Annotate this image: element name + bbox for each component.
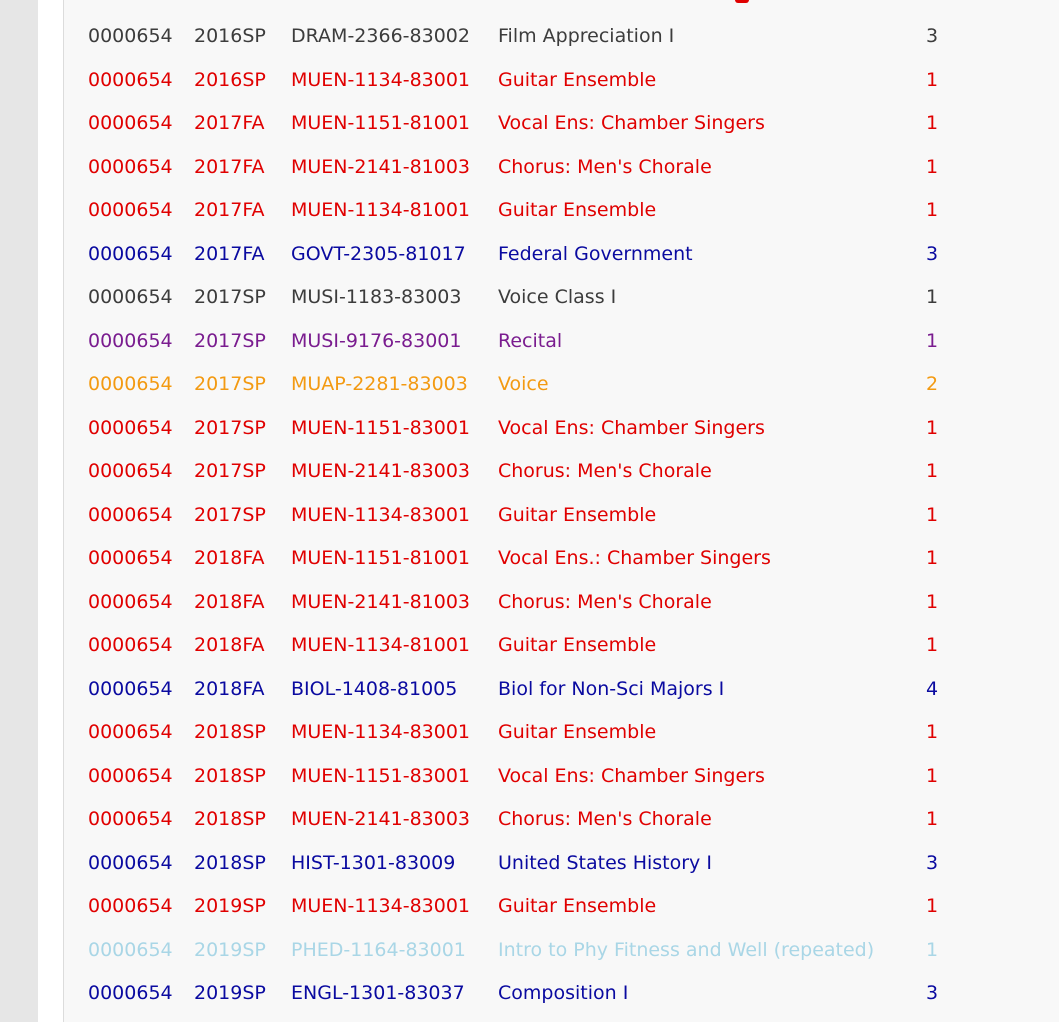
term: 2018FA (194, 677, 265, 700)
course-title: Guitar Ensemble (498, 199, 657, 221)
course-title: Intro to Phy Fitness and Well (repeated) (498, 938, 875, 961)
term: 2018SP (194, 808, 266, 830)
course-section: MUAP-2281-83003 (291, 373, 468, 395)
credit-hours: 1 (926, 329, 939, 352)
credit-hours: 1 (926, 808, 939, 830)
course-title: Chorus: Men's Chorale (498, 590, 712, 613)
term: 2017FA (194, 199, 265, 221)
student-id: 0000654 (88, 460, 173, 482)
course-title: Recital (498, 329, 563, 352)
term: 2017SP (194, 286, 266, 308)
course-section: MUEN-1134-83001 (291, 503, 471, 526)
student-id: 0000654 (88, 68, 173, 91)
course-title: Composition I (498, 982, 629, 1004)
student-id: 0000654 (88, 503, 173, 526)
credit-hours: 1 (926, 547, 939, 569)
course-section: MUEN-1151-83001 (291, 416, 471, 439)
course-title: Vocal Ens.: Chamber Singers (498, 547, 771, 569)
credit-hours: 1 (926, 199, 939, 221)
term: 2019SP (194, 895, 266, 917)
credit-hours: 1 (926, 68, 939, 91)
course-title: Chorus: Men's Chorale (498, 460, 712, 482)
course-title: United States History I (498, 851, 712, 874)
course-section: GOVT-2305-81017 (291, 242, 466, 265)
credit-hours: 1 (926, 590, 939, 613)
student-id: 0000654 (88, 242, 173, 265)
course-section: MUEN-2141-81003 (291, 590, 471, 613)
credit-hours: 3 (926, 242, 939, 265)
student-id: 0000654 (88, 199, 173, 221)
course-title: Chorus: Men's Chorale (498, 808, 712, 830)
course-title: Voice (498, 373, 549, 395)
course-title: Guitar Ensemble (498, 721, 657, 743)
course-title: Guitar Ensemble (498, 634, 657, 656)
course-title: Film Appreciation I (498, 25, 675, 47)
term: 2017FA (194, 242, 265, 265)
student-id: 0000654 (88, 547, 173, 569)
student-id: 0000654 (88, 416, 173, 439)
course-section: PHED-1164-83001 (291, 938, 466, 961)
term: 2018FA (194, 547, 265, 569)
course-section: HIST-1301-83009 (291, 851, 456, 874)
term: 2018SP (194, 721, 266, 743)
course-title: Vocal Ens: Chamber Singers (498, 416, 765, 439)
credit-hours: 3 (926, 982, 939, 1004)
term: 2017SP (194, 329, 266, 352)
course-section: MUEN-1134-83001 (291, 895, 471, 917)
credit-hours: 1 (926, 938, 939, 961)
credit-hours: 1 (926, 416, 939, 439)
term: 2018SP (194, 851, 266, 874)
student-id: 0000654 (88, 25, 173, 47)
course-section: MUSI-9176-83001 (291, 329, 462, 352)
credit-hours: 3 (926, 25, 939, 47)
student-id: 0000654 (88, 329, 173, 352)
course-section: MUEN-2141-81003 (291, 155, 471, 178)
credit-hours: 1 (926, 634, 939, 656)
credit-hours: 1 (926, 895, 939, 917)
course-title: Guitar Ensemble (498, 895, 657, 917)
student-id: 0000654 (88, 112, 173, 134)
student-id: 0000654 (88, 677, 173, 700)
course-section: MUEN-1134-81001 (291, 634, 471, 656)
student-id: 0000654 (88, 155, 173, 178)
credit-hours: 1 (926, 503, 939, 526)
course-title: Voice Class I (498, 286, 617, 308)
credit-hours: 1 (926, 155, 939, 178)
term: 2017FA (194, 155, 265, 178)
course-title: Guitar Ensemble (498, 68, 657, 91)
credit-hours: 1 (926, 286, 939, 308)
student-id: 0000654 (88, 938, 173, 961)
term: 2017FA (194, 112, 265, 134)
term: 2016SP (194, 68, 266, 91)
course-section: MUEN-1151-83001 (291, 764, 471, 787)
credit-hours: 1 (926, 721, 939, 743)
credit-hours: 4 (926, 677, 939, 700)
term: 2019SP (194, 982, 266, 1004)
course-section: MUEN-1151-81001 (291, 547, 471, 569)
course-section: ENGL-1301-83037 (291, 982, 465, 1004)
term: 2019SP (194, 938, 266, 961)
student-id: 0000654 (88, 895, 173, 917)
term: 2018SP (194, 764, 266, 787)
student-id: 0000654 (88, 764, 173, 787)
term: 2017SP (194, 416, 266, 439)
course-section: DRAM-2366-83002 (291, 25, 470, 47)
credit-hours: 2 (926, 373, 939, 395)
course-title: Guitar Ensemble (498, 503, 657, 526)
course-section: MUEN-2141-83003 (291, 460, 471, 482)
credit-hours: 1 (926, 112, 939, 134)
course-section: MUEN-1134-83001 (291, 68, 471, 91)
term: 2017SP (194, 373, 266, 395)
course-title: Chorus: Men's Chorale (498, 155, 712, 178)
credit-hours: 3 (926, 851, 939, 874)
course-section: MUEN-2141-83003 (291, 808, 471, 830)
student-id: 0000654 (88, 590, 173, 613)
student-id: 0000654 (88, 634, 173, 656)
student-id: 0000654 (88, 982, 173, 1004)
credit-hours: 1 (926, 764, 939, 787)
student-id: 0000654 (88, 286, 173, 308)
course-section: MUEN-1134-81001 (291, 199, 471, 221)
student-id: 0000654 (88, 851, 173, 874)
term: 2018FA (194, 590, 265, 613)
student-id: 0000654 (88, 808, 173, 830)
course-section: MUEN-1151-81001 (291, 112, 471, 134)
course-title: Biol for Non-Sci Majors I (498, 677, 725, 700)
term: 2016SP (194, 25, 266, 47)
cutoff-mark (735, 0, 749, 3)
term: 2017SP (194, 460, 266, 482)
left-margin (0, 0, 38, 1022)
course-title: Vocal Ens: Chamber Singers (498, 112, 765, 134)
term: 2017SP (194, 503, 266, 526)
term: 2018FA (194, 634, 265, 656)
course-section: MUEN-1134-83001 (291, 721, 471, 743)
course-section: MUSI-1183-83003 (291, 286, 462, 308)
credit-hours: 1 (926, 460, 939, 482)
course-title: Vocal Ens: Chamber Singers (498, 764, 765, 787)
course-section: BIOL-1408-81005 (291, 677, 458, 700)
course-title: Federal Government (498, 242, 693, 265)
student-id: 0000654 (88, 721, 173, 743)
student-id: 0000654 (88, 373, 173, 395)
